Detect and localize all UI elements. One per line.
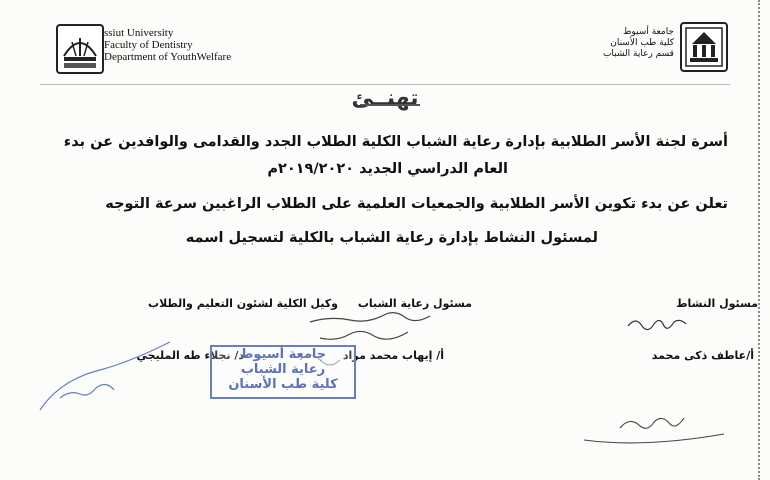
stamp-line-2: رعاية الشباب — [240, 362, 326, 377]
header-divider — [40, 84, 730, 85]
announcement-title: تهنــئ — [351, 86, 419, 111]
department-name-ar: قسم رعاية الشباب — [602, 49, 674, 59]
stamp-line-3: كلية طب الأسنان — [228, 377, 338, 392]
stamp-line-1: جامعة أسيوط — [239, 347, 327, 362]
english-letterhead — [104, 27, 231, 63]
signatory-title-youth-welfare: مسئول رعاية الشباب — [357, 297, 472, 310]
university-logo — [680, 22, 728, 72]
signature-activity — [628, 320, 686, 329]
perforated-edge — [754, 0, 760, 480]
signatory-name-activity: أ/عاطف ذكى محمد — [651, 349, 754, 362]
signature-date-mark — [584, 418, 724, 443]
faculty-name: Faculty of Dentistry — [104, 39, 193, 51]
body-line-1: أسرة لجنة الأسر الطلابية بإدارة رعاية الشباب الكلية الطلاب الجدد والقدامى والوافدين عن بدء — [63, 134, 728, 150]
official-stamp — [210, 345, 356, 399]
signatory-name-youth-welfare: أ/ إيهاب محمد مراد — [342, 349, 444, 362]
faculty-name-ar: كلية طب الأسنان — [610, 38, 674, 48]
arabic-letterhead — [603, 27, 674, 60]
signatory-name-vice-dean: د/ نجلاء طه المليجي — [136, 349, 244, 362]
dentistry-faculty-logo — [56, 24, 104, 74]
title-underline — [360, 104, 420, 106]
university-name: ssiut University — [104, 27, 174, 39]
signature-youth-welfare — [310, 313, 430, 340]
signatory-title-activity: مسئول النشاط — [676, 297, 758, 310]
body-line-2: العام الدراسي الجديد ٢٠١٩/٢٠٢٠م — [267, 161, 508, 177]
body-line-3: تعلن عن بدء تكوين الأسر الطلابية والجمعيات العلمية على الطلاب الراغبين سرعة التوجه — [105, 196, 728, 212]
university-name-ar: جامعة أسيوط — [623, 27, 674, 37]
department-name: Department of YouthWelfare — [104, 51, 232, 63]
signatory-title-vice-dean: وكيل الكلية لشئون التعليم والطلاب — [148, 297, 338, 310]
body-line-4: لمسئول النشاط بإدارة رعاية الشباب بالكلية لتسجيل اسمه — [185, 230, 598, 246]
